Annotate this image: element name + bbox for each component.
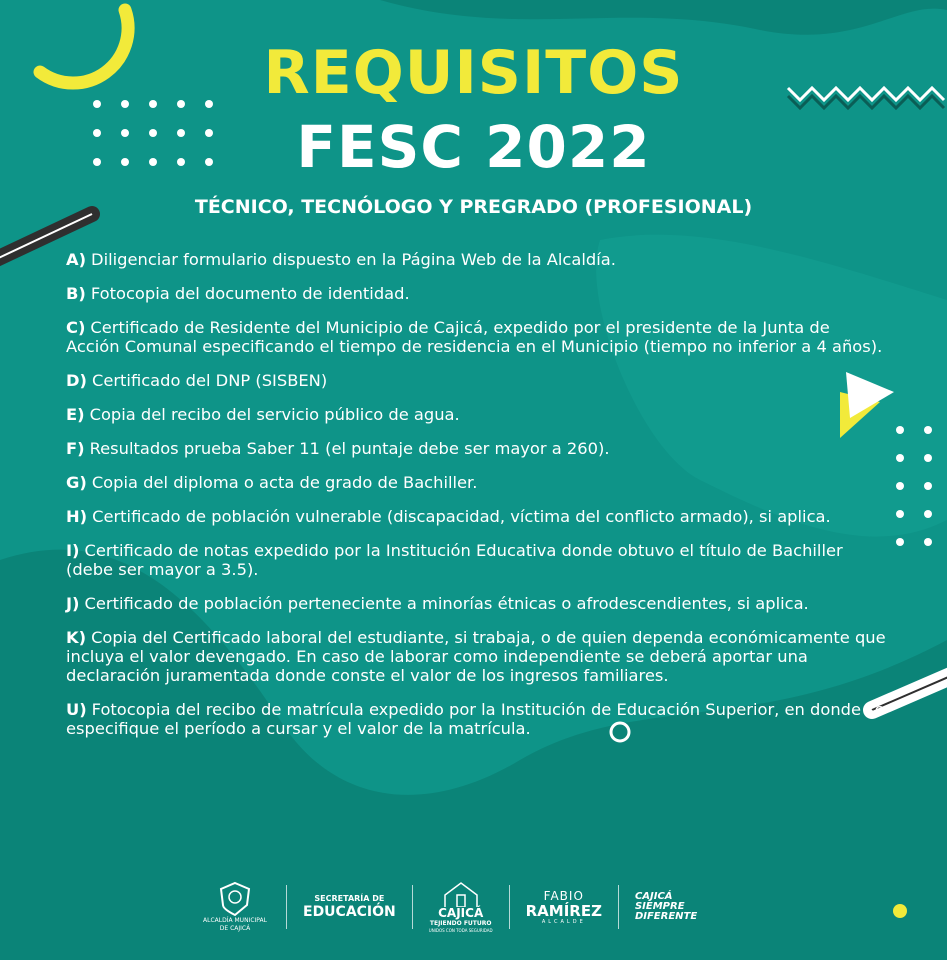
requirement-letter: K) — [66, 628, 87, 647]
requirement-item — [66, 594, 886, 613]
alcalde-text: ALCALDE — [541, 918, 586, 925]
requirement-text: Certificado de población vulnerable (discapacidad, víctima del conflicto armado), si aplica. — [92, 507, 831, 526]
requirement-text: Certificado de población perteneciente a minorías étnicas o afrodescendientes, si aplica. — [84, 594, 809, 613]
cajica-tagline: TEJIENDO FUTURO — [429, 920, 492, 927]
requirements-list — [66, 250, 886, 753]
requirement-item — [66, 700, 886, 738]
requirement-letter: B) — [66, 284, 86, 303]
requirement-text: Copia del Certificado laboral del estudiante, si trabaja, o de quien dependa económicamente que incluya el valor devengado. En caso de laborar como independiente se deberá aportar una declaración juramentada donde conste el valor de los ingresos familiares. — [66, 628, 886, 685]
requirement-text: Copia del diploma o acta de grado de Bachiller. — [91, 473, 478, 492]
requirement-item — [66, 371, 886, 390]
requirement-item — [66, 473, 886, 492]
cajica-brand: CAJICÁ — [438, 906, 484, 920]
requirement-letter: U) — [66, 700, 87, 719]
requirement-text: Fotocopia del recibo de matrícula expedido por la Institución de Educación Superior, en donde se especifique el período a cursar y el valor de la matrícula. — [66, 700, 885, 738]
requirement-letter: F) — [66, 439, 85, 458]
requirement-text: Diligenciar formulario dispuesto en la Página Web de la Alcaldía. — [91, 250, 616, 269]
slogan-logo — [635, 872, 697, 942]
requirement-item — [66, 541, 886, 579]
title-year: FESC 2022 — [296, 113, 651, 181]
requirement-text: Certificado de notas expedido por la Institución Educativa donde obtuvo el título de Bachiller (debe ser mayor a 3.5). — [66, 541, 843, 579]
dot-icon — [893, 904, 907, 918]
footer-divider — [618, 885, 619, 929]
requirement-letter: H) — [66, 507, 88, 526]
requirement-text: Certificado del DNP (SISBEN) — [91, 371, 328, 390]
slogan-line2: SIEMPRE — [634, 901, 685, 912]
footer-divider — [286, 885, 287, 929]
secretaria-line2: EDUCACIÓN — [303, 904, 396, 920]
requirement-letter: A) — [66, 250, 87, 269]
requirement-letter: D) — [66, 371, 87, 390]
background-wave-dark-top — [380, 0, 947, 35]
cajica-subtag: UNIDOS CON TODA SEGURIDAD — [428, 928, 493, 933]
footer-divider — [509, 885, 510, 929]
alcaldia-text: ALCALDÍA MUNICIPAL DE CAJICÁ — [203, 917, 267, 932]
requirement-item — [66, 318, 886, 356]
fabio-text: FABIO — [543, 888, 584, 903]
requirement-letter: E) — [66, 405, 85, 424]
title: REQUISITOS — [263, 38, 684, 108]
requirement-item — [66, 250, 886, 269]
cajica-logo — [429, 872, 493, 942]
slogan-line3: DIFERENTE — [634, 911, 698, 922]
requirement-letter: C) — [66, 318, 86, 337]
footer-logos — [200, 872, 750, 942]
secretaria-logo — [303, 872, 396, 942]
crest-icon — [215, 881, 255, 917]
requirement-letter: I) — [66, 541, 80, 560]
requirement-item — [66, 439, 886, 458]
church-icon — [441, 881, 481, 907]
requirement-item — [66, 405, 886, 424]
heading: TÉCNICO, TECNÓLOGO Y PREGRADO (PROFESIONAL) — [194, 196, 753, 218]
secretaria-line1: SECRETARÍA DE — [314, 894, 385, 903]
ramirez-text: RAMÍREZ — [525, 901, 602, 920]
requirement-letter: G) — [66, 473, 87, 492]
requirement-item — [66, 507, 886, 526]
requirement-text: Fotocopia del documento de identidad. — [90, 284, 410, 303]
requirement-text: Copia del recibo del servicio público de agua. — [89, 405, 460, 424]
requirement-item — [66, 284, 886, 303]
requirement-text: Resultados prueba Saber 11 (el puntaje debe ser mayor a 260). — [89, 439, 610, 458]
footer-divider — [412, 885, 413, 929]
slogan-line1: CAJICÁ — [634, 891, 673, 902]
fabio-logo — [526, 872, 602, 942]
requirement-item — [66, 628, 886, 685]
alcaldia-logo — [200, 872, 270, 942]
requirement-letter: J) — [66, 594, 80, 613]
requirement-text: Certificado de Residente del Municipio de Cajicá, expedido por el presidente de la Junta de Acción Comunal especificando el tiempo de residencia en el Municipio (tiempo no inferior a 4 años). — [66, 318, 883, 356]
